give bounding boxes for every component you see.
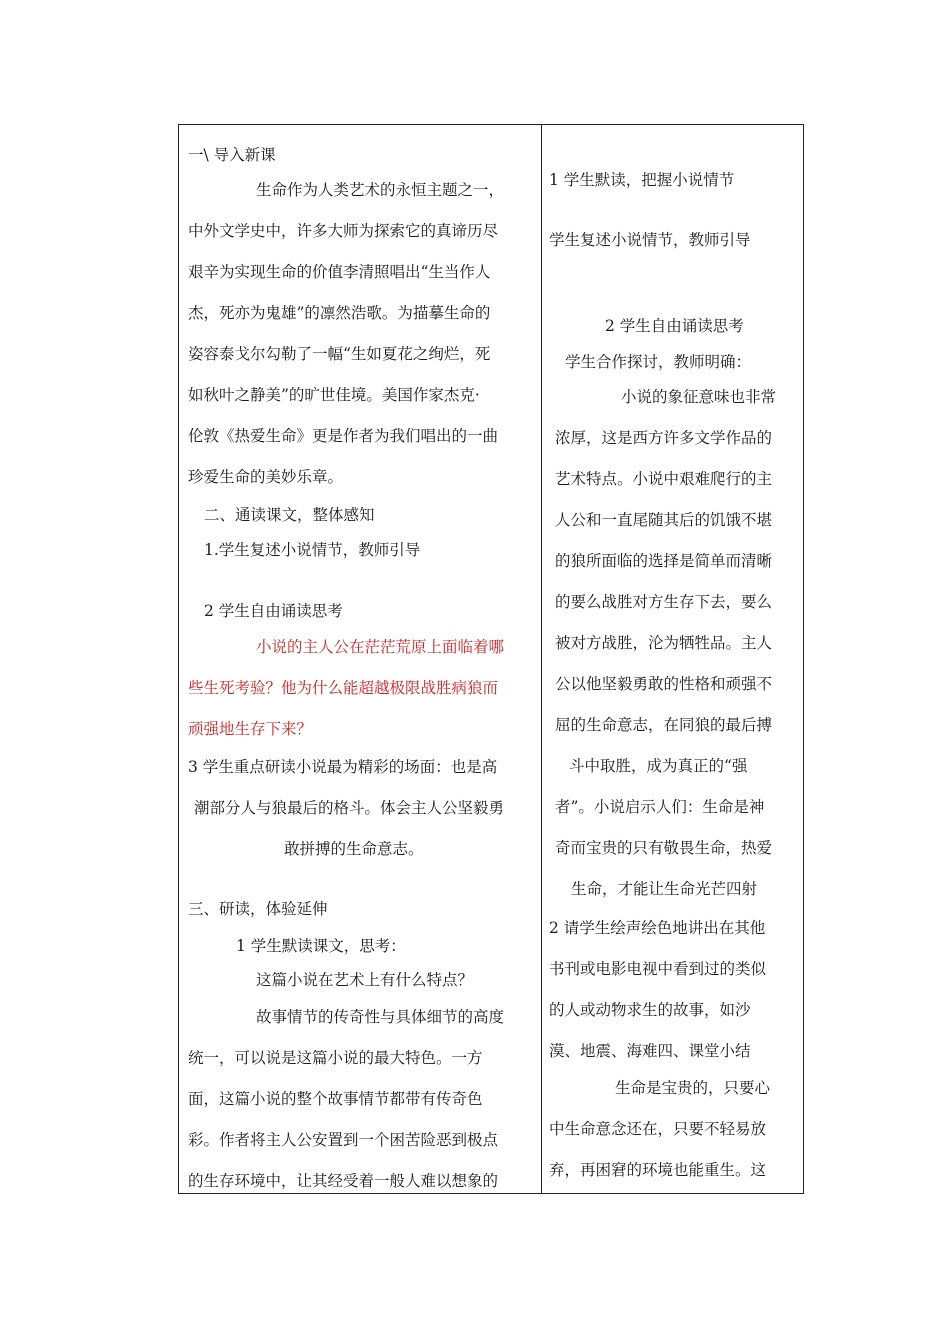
- answer-line-13: 生命，才能让生命光芒四射: [571, 880, 758, 898]
- intro-line-4: 杰，死亦为鬼雄”的凛然浩歌。为描摹生命的: [188, 304, 491, 322]
- extension-line-3: 的人或动物求生的故事，如沙: [549, 1001, 751, 1019]
- answer-line-1: 小说的象征意味也非常: [621, 388, 777, 406]
- section-3-question: 这篇小说在艺术上有什么特点？: [256, 971, 474, 989]
- section-2-item-3-line-1: 3 学生重点研读小说最为精彩的场面：也是高: [188, 758, 498, 776]
- left-column: [180, 124, 540, 1194]
- summary-line-1: 生命是宝贵的，只要心: [615, 1079, 771, 1097]
- answer-line-11: 者”。小说启示人们：生命是神: [555, 798, 765, 816]
- answer-line-2: 浓厚，这是西方许多文学作品的: [555, 429, 773, 447]
- analysis-line-5: 的生存环境中，让其经受着一般人难以想象的: [188, 1172, 499, 1190]
- section-1-title: 一\ 导入新课: [188, 146, 276, 164]
- section-3-title: 三、研读，体验延伸: [188, 900, 328, 918]
- analysis-line-4: 彩。作者将主人公安置到一个困苦险恶到极点: [188, 1131, 499, 1149]
- intro-line-7: 伦敦《热爱生命》更是作者为我们唱出的一曲: [188, 427, 499, 445]
- answer-line-7: 被对方战胜，沦为牺牲品。主人: [555, 634, 773, 652]
- intro-line-6: 如秋叶之静美”的旷世佳境。美国作家杰克·: [188, 386, 480, 404]
- answer-line-4: 人公和一直尾随其后的饥饿不堪: [555, 511, 773, 529]
- activity-1: 1 学生默读，把握小说情节: [549, 171, 735, 189]
- activity-2-discussion: 学生合作探讨，教师明确：: [565, 353, 752, 371]
- answer-line-12: 奇而宝贵的只有敬畏生命，热爱: [555, 839, 773, 857]
- intro-line-5: 姿容泰戈尔勾勒了一幅“生如夏花之绚烂，死: [188, 345, 491, 363]
- answer-line-10: 斗中取胜，成为真正的“强: [569, 757, 748, 775]
- extension-line-4: 漠、地震、海难四、课堂小结: [549, 1042, 751, 1060]
- column-divider: [541, 124, 542, 1194]
- intro-line-2: 中外文学史中，许多大师为探索它的真谛历尽: [188, 222, 499, 240]
- right-column: [543, 124, 803, 1194]
- section-2-item-3-line-2: 潮部分人与狼最后的格斗。体会主人公坚毅勇: [194, 799, 505, 817]
- question-line-3: 顽强地生存下来？: [188, 720, 313, 738]
- question-line-2: 些生死考验？他为什么能超越极限战胜病狼而: [188, 679, 499, 697]
- activity-1-retell: 学生复述小说情节，教师引导: [549, 231, 751, 249]
- question-line-1: 小说的主人公在茫茫荒原上面临着哪: [256, 638, 505, 656]
- section-2-item-1: 1.学生复述小说情节，教师引导: [204, 541, 421, 559]
- intro-line-1: 生命作为人类艺术的永恒主题之一，: [256, 181, 505, 199]
- analysis-line-2: 统一，可以说是这篇小说的最大特色。一方: [188, 1049, 483, 1067]
- answer-line-3: 艺术特点。小说中艰难爬行的主: [555, 470, 773, 488]
- intro-line-3: 艰辛为实现生命的价值李清照唱出“生当作人: [188, 263, 491, 281]
- answer-line-8: 公以他坚毅勇敢的性格和顽强不: [555, 675, 773, 693]
- answer-line-6: 的要么战胜对方生存下去，要么: [555, 593, 773, 611]
- extension-line-2: 书刊或电影电视中看到过的类似: [549, 960, 767, 978]
- analysis-line-1: 故事情节的传奇性与具体细节的高度: [256, 1008, 505, 1026]
- analysis-line-3: 面，这篇小说的整个故事情节都带有传奇色: [188, 1090, 483, 1108]
- answer-line-9: 屈的生命意志，在同狼的最后搏: [555, 716, 773, 734]
- intro-line-8: 珍爱生命的美妙乐章。: [188, 468, 344, 486]
- summary-line-2: 中生命意念还在，只要不轻易放: [549, 1120, 767, 1138]
- answer-line-5: 的狼所面临的选择是简单而清晰: [555, 552, 773, 570]
- activity-2: 2 学生自由诵读思考: [605, 317, 744, 335]
- section-3-item-1: 1 学生默读课文，思考：: [236, 937, 406, 955]
- section-2-item-3-line-3: 敢拼搏的生命意志。: [284, 840, 424, 858]
- extension-line-1: 2 请学生绘声绘色地讲出在其他: [549, 919, 766, 937]
- section-2-title: 二、通读课文，整体感知: [204, 506, 375, 524]
- section-2-item-2: 2 学生自由诵读思考: [204, 602, 343, 620]
- summary-line-3: 弃，再困窘的环境也能重生。这: [549, 1161, 767, 1179]
